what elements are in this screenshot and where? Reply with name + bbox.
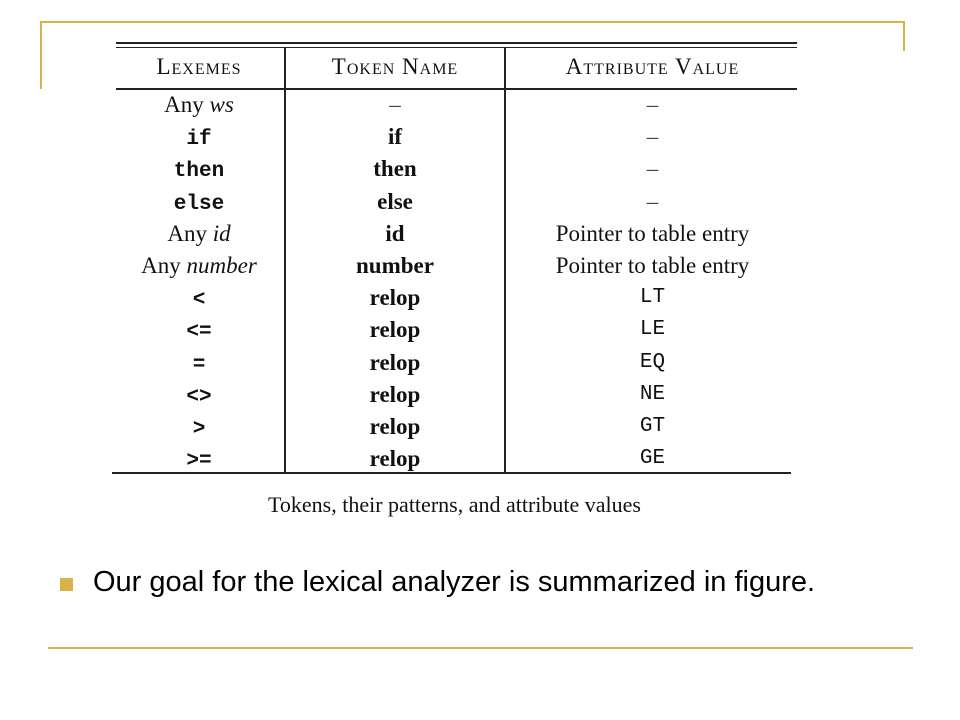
token-name-cell: number bbox=[356, 252, 434, 278]
lexeme-code: <= bbox=[186, 321, 212, 345]
attribute-value-cell: – bbox=[646, 156, 659, 182]
table-row bbox=[112, 412, 797, 444]
header-lexemes: Lexemes bbox=[156, 54, 242, 79]
token-name-cell: – bbox=[389, 92, 401, 117]
table-row bbox=[112, 283, 797, 315]
lexeme-variable: ws bbox=[209, 92, 234, 117]
token-name-cell: then bbox=[373, 156, 417, 182]
token-name-cell: relop bbox=[369, 413, 421, 439]
header-token-name: Token Name bbox=[331, 54, 459, 79]
table-row bbox=[112, 219, 797, 251]
lexeme-cell bbox=[116, 283, 282, 315]
token-table-figure bbox=[112, 40, 797, 520]
lexeme-code: if bbox=[186, 128, 212, 152]
table-top-rule-thin bbox=[116, 47, 797, 48]
token-name-cell: else bbox=[377, 188, 413, 214]
table-row bbox=[112, 187, 797, 219]
slide-frame-right bbox=[903, 21, 905, 51]
table-row bbox=[112, 315, 797, 347]
lexeme-code: >= bbox=[186, 450, 212, 474]
lexeme-code: then bbox=[173, 160, 225, 184]
lexeme-prefix: Any bbox=[164, 92, 210, 117]
table-row bbox=[112, 122, 797, 154]
token-name-cell: id bbox=[385, 220, 405, 246]
attribute-value-cell: – bbox=[646, 188, 659, 214]
table-row bbox=[112, 444, 797, 476]
lexeme-prefix: Any bbox=[141, 252, 187, 278]
lexeme-variable: number bbox=[186, 252, 257, 278]
attribute-value-cell: LT bbox=[639, 286, 666, 310]
lexeme-variable: id bbox=[212, 220, 231, 246]
attribute-value-cell: GE bbox=[639, 447, 666, 471]
attribute-value-cell: GT bbox=[639, 414, 666, 438]
token-name-cell: if bbox=[387, 124, 403, 150]
attribute-value-cell: NE bbox=[639, 382, 666, 406]
lexeme-cell bbox=[116, 412, 282, 444]
token-name-cell: relop bbox=[369, 317, 421, 343]
token-name-cell: relop bbox=[369, 349, 421, 375]
lexeme-cell bbox=[116, 154, 282, 186]
attribute-value-cell: – bbox=[646, 124, 659, 150]
lexeme-cell bbox=[116, 90, 282, 122]
token-name-cell: relop bbox=[369, 446, 421, 472]
lexeme-code: else bbox=[173, 192, 225, 216]
bullet-marker bbox=[60, 578, 73, 591]
table-body bbox=[112, 90, 797, 476]
attribute-value-cell: LE bbox=[639, 318, 666, 342]
attribute-value-cell: – bbox=[646, 92, 659, 117]
attribute-value-cell: Pointer to table entry bbox=[555, 220, 750, 246]
table-row bbox=[112, 380, 797, 412]
lexeme-code: = bbox=[192, 353, 206, 377]
lexeme-cell bbox=[116, 444, 282, 476]
lexeme-cell bbox=[116, 348, 282, 380]
header-attribute-value: Attribute Value bbox=[565, 54, 740, 79]
table-row bbox=[112, 90, 797, 122]
token-name-cell: relop bbox=[369, 285, 421, 311]
table-row bbox=[112, 251, 797, 283]
lexeme-code: <> bbox=[186, 385, 212, 409]
lexeme-cell bbox=[116, 251, 282, 283]
attribute-value-cell: Pointer to table entry bbox=[555, 252, 750, 278]
lexeme-code: < bbox=[192, 289, 206, 313]
table-row bbox=[112, 154, 797, 186]
lexeme-cell bbox=[116, 380, 282, 412]
lexeme-cell bbox=[116, 219, 282, 251]
lexeme-prefix: Any bbox=[167, 220, 213, 246]
table-top-rule bbox=[116, 42, 797, 44]
bullet-text: Our goal for the lexical analyzer is summarized in figure. bbox=[93, 566, 816, 598]
table-row bbox=[112, 348, 797, 380]
lexeme-cell bbox=[116, 122, 282, 154]
token-name-cell: relop bbox=[369, 381, 421, 407]
slide-frame-left bbox=[40, 21, 42, 89]
lexeme-cell bbox=[116, 315, 282, 347]
lexeme-code: > bbox=[192, 417, 206, 441]
slide-frame-bottom bbox=[48, 647, 913, 649]
attribute-value-cell: EQ bbox=[639, 350, 666, 374]
lexeme-cell bbox=[116, 187, 282, 219]
figure-caption: Tokens, their patterns, and attribute values bbox=[268, 492, 641, 517]
slide-frame-top bbox=[40, 21, 905, 23]
